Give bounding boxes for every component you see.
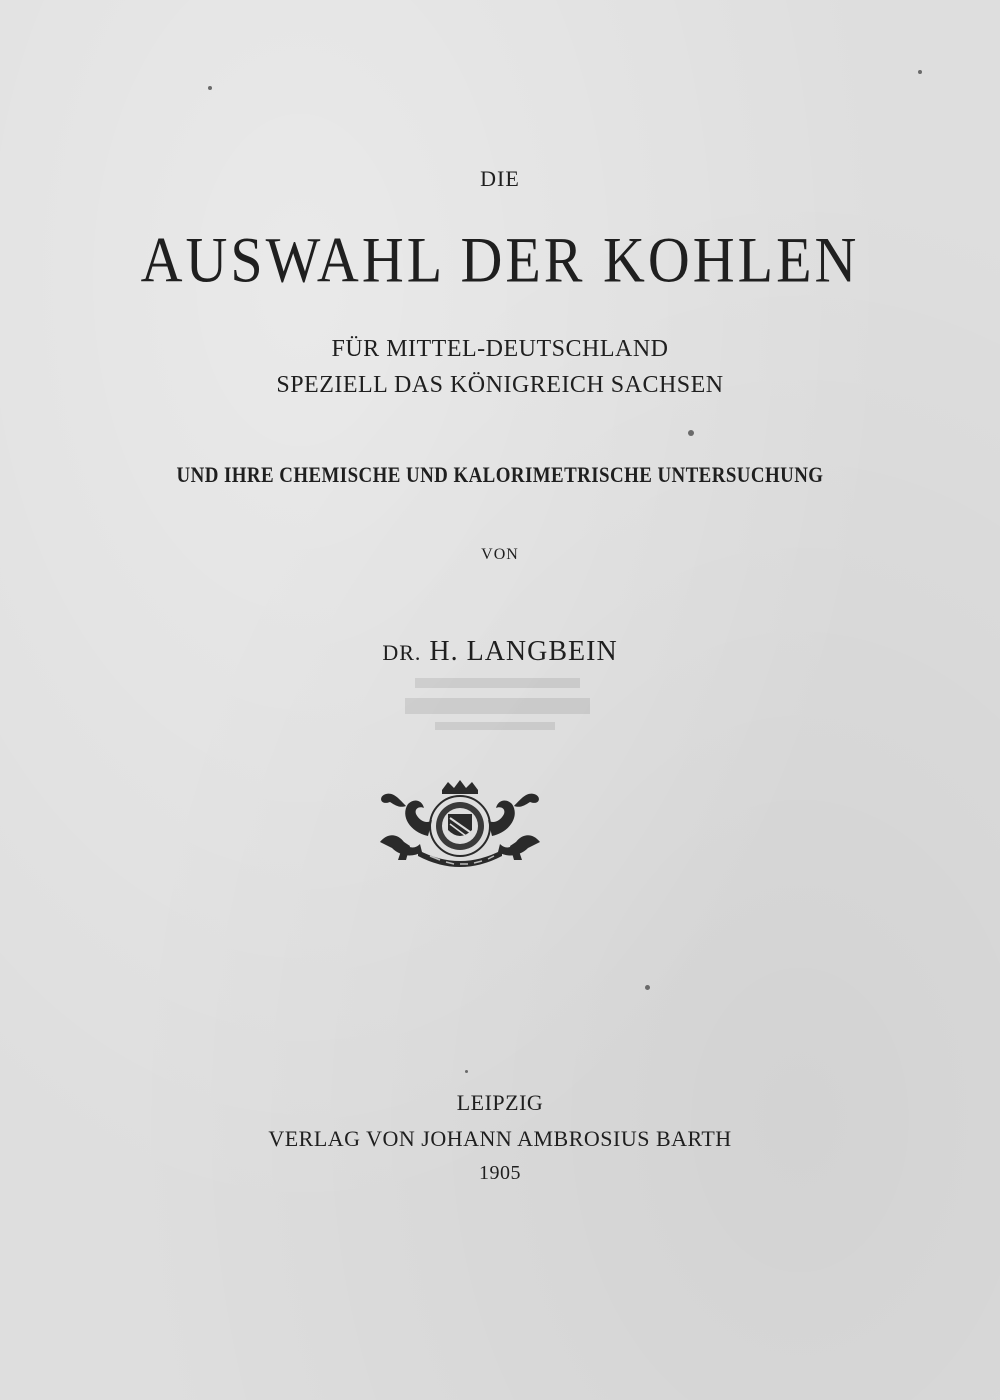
paper-speck: [645, 985, 650, 990]
subtitle-line-3: UND IHRE CHEMISCHE UND KALORIMETRISCHE UNTERSUCHUNG: [176, 462, 824, 487]
author-prefix: DR.: [382, 640, 422, 665]
subtitle-line-2: SPEZIELL DAS KÖNIGREICH SACHSEN: [276, 372, 724, 398]
faded-stamp-icon: [405, 670, 590, 740]
author-name: H. LANGBEIN: [429, 636, 618, 667]
paper-speck: [465, 1070, 468, 1073]
publisher-emblem-icon: [370, 776, 550, 876]
paper-speck: [688, 430, 694, 436]
book-title: AUSWAHL DER KOHLEN: [140, 223, 860, 296]
publication-place: LEIPZIG: [456, 1090, 544, 1115]
publisher: VERLAG VON JOHANN AMBROSIUS BARTH: [268, 1126, 732, 1151]
publication-year: 1905: [479, 1162, 521, 1184]
by-label: VON: [481, 546, 519, 563]
title-article: DIE: [480, 166, 520, 191]
subtitle-line-1: FÜR MITTEL-DEUTSCHLAND: [331, 336, 669, 362]
paper-speck: [208, 86, 212, 90]
paper-speck: [918, 70, 922, 74]
author: [0, 636, 1000, 668]
